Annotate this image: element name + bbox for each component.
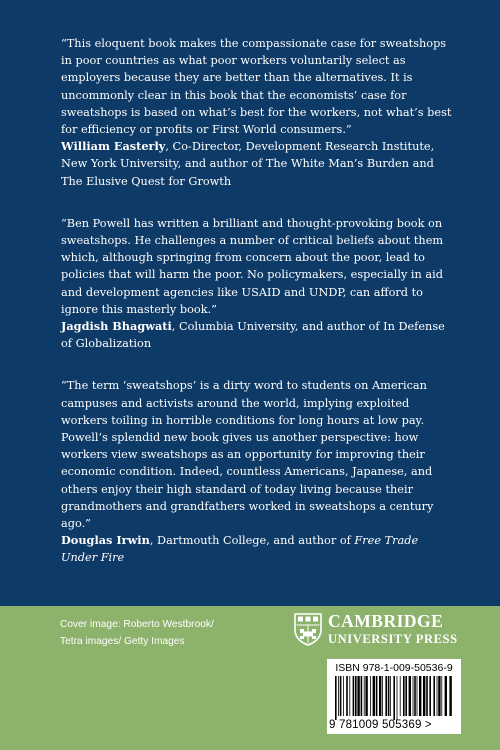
endorsement-1 (61, 35, 453, 190)
barcode-stripe (357, 676, 359, 716)
barcode-stripe (441, 676, 442, 716)
barcode-stripe (346, 676, 348, 716)
barcode-stripe (385, 676, 387, 716)
barcode-stripe (423, 676, 425, 716)
barcode-stripe (335, 676, 337, 720)
barcode-stripe (403, 676, 405, 716)
barcode-bars (335, 676, 455, 720)
endorsement-attribution (61, 138, 453, 190)
barcode-stripe (409, 676, 411, 716)
barcode-stripe (429, 676, 431, 716)
barcode-stripe (397, 676, 398, 720)
publisher-name: CAMBRIDGE (328, 611, 444, 631)
barcode-stripe (365, 676, 367, 716)
endorsement-3 (61, 377, 453, 566)
endorsement-quote: “The term ‘sweatshops’ is a dirty word to students on American campuses and activists around the world, implying exploited workers toiling in horrible conditions for long hours at low pay. Powell’s splendid new book gives us another perspective: how workers view sweatshops as an opportunity for improving their economic condition. Indeed, countless Americans, Japanese, and others enjoy their high standard of today living because their grandmothers and grandfathers worked in sweatshops a century ago.” (61, 379, 434, 531)
barcode-stripe (445, 676, 447, 716)
publisher-logo (294, 611, 464, 651)
credit-line-2: Tetra images/ Getty Images (60, 636, 185, 647)
barcode-stripe (340, 676, 342, 716)
barcode-stripe (393, 676, 395, 720)
cover-image-credit (60, 616, 214, 650)
endorsements (61, 35, 453, 567)
endorsement-affiliation: , Dartmouth College, and author of (149, 534, 355, 548)
barcode-stripe (388, 676, 390, 716)
barcode-stripe (417, 676, 418, 716)
endorsement-affiliation: , Co-Director, Development Research Institute, New York University, and author of The White Man’s Burden and The Elusive Quest for Growth (61, 140, 435, 188)
barcode-stripe (390, 676, 391, 716)
endorsement-quote: “This eloquent book makes the compassionate case for sweatshops in poor countries as what poor workers voluntarily select as employers because they are better than the alternatives. It is uncommonly clear in this book that the economists’ case for sweatshops is based on what’s best for the workers, not what’s best for efficiency or profits or First World consumers.” (61, 37, 452, 137)
barcode-stripe (400, 676, 401, 716)
endorsement-affiliation: , Columbia University, and author of In Defense of Globalization (61, 320, 445, 351)
barcode-stripe (438, 676, 440, 716)
barcode-stripe (338, 676, 339, 716)
barcode-stripe (379, 676, 381, 716)
endorsement-author: Jagdish Bhagwati (61, 319, 172, 334)
barcode-stripe (449, 676, 451, 716)
endorsement-author: Douglas Irwin (61, 533, 150, 548)
barcode-digits: 9 781009 505369 > (329, 719, 432, 731)
endorsement-book-title: Free Trade Under Fire (61, 534, 419, 565)
barcode-stripe (353, 676, 355, 716)
barcode-stripe (414, 676, 416, 716)
endorsement-author: William Easterly (61, 139, 166, 154)
barcode-stripe (361, 676, 363, 716)
isbn-barcode (327, 659, 461, 734)
barcode-stripe (419, 676, 421, 716)
endorsement-attribution (61, 318, 453, 352)
barcode-stripe (437, 676, 438, 716)
endorsement-attribution (61, 532, 453, 566)
barcode-stripe (364, 676, 365, 716)
barcode-stripe (376, 676, 378, 716)
barcode-stripe (373, 676, 375, 716)
barcode-stripe (426, 676, 428, 716)
isbn-label: ISBN 978-1-009-50536-9 (335, 662, 453, 674)
barcode-stripe (355, 676, 357, 716)
credit-line-1: Cover image: Roberto Westbrook/ (60, 619, 214, 630)
barcode-stripe (349, 676, 350, 716)
barcode-stripe (370, 676, 371, 716)
endorsement-quote: “Ben Powell has written a brilliant and thought-provoking book on sweatshops. He challenges a number of critical beliefs about them which, although springing from concern about the poor, lead to policies that will harm the poor. No policymakers, especially in aid and development agencies like USAID and UNDP, can afford to ignore this masterly book.” (61, 216, 444, 316)
cambridge-crest-icon (294, 613, 322, 646)
barcode-stripe (343, 676, 344, 716)
barcode-stripe (433, 676, 435, 716)
barcode-stripe (405, 676, 407, 716)
publisher-subname: UNIVERSITY PRESS (328, 632, 458, 646)
barcode-stripe (413, 676, 414, 716)
barcode-stripe (382, 676, 383, 716)
endorsement-2 (61, 215, 453, 353)
